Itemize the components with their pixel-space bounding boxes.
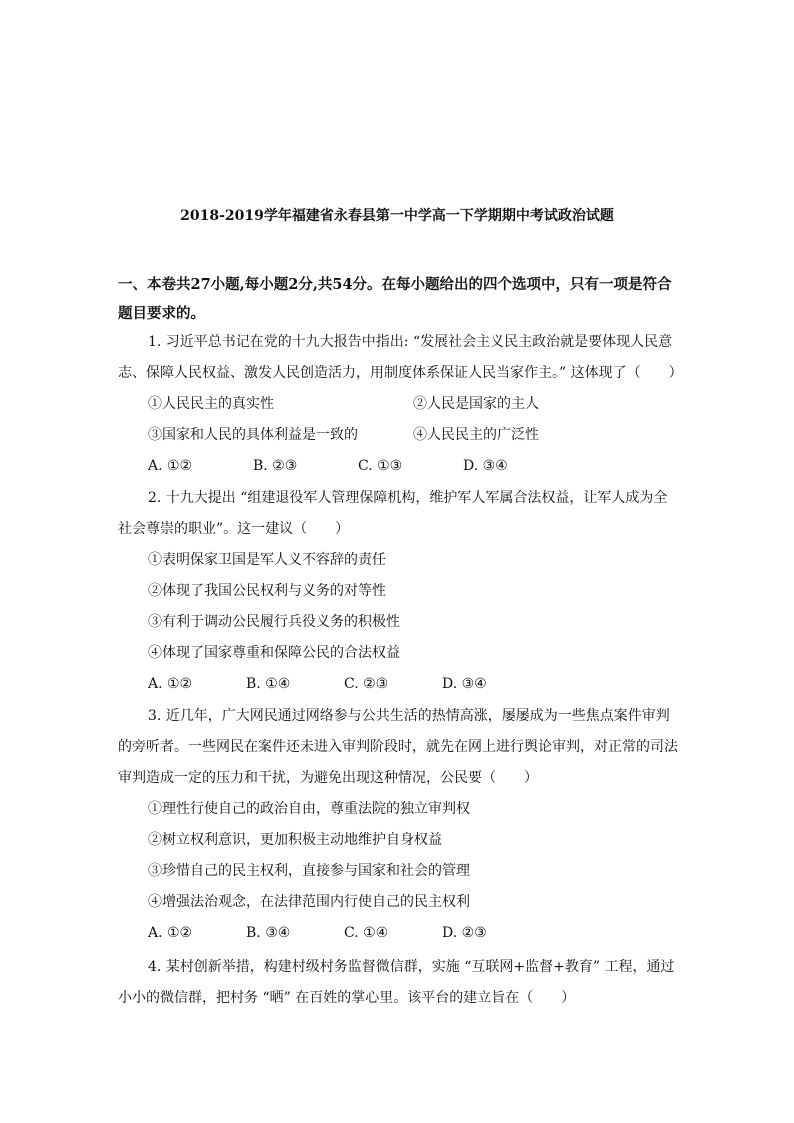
option: ②人民是国家的主人: [413, 396, 539, 412]
option: ③有利于调动公民履行兵役义务的积极性: [148, 614, 400, 630]
option: ④体现了国家尊重和保障公民的合法权益: [148, 645, 400, 661]
option: ④人民民主的广泛性: [413, 427, 539, 443]
option: ①理性行使自己的政治自由，尊重法院的独立审判权: [148, 801, 470, 817]
option: ③珍惜自己的民主权利，直接参与国家和社会的管理: [148, 863, 470, 879]
answer-choice: A. ①②: [148, 925, 193, 941]
page-title: 2018-2019学年福建省永春县第一中学高一下学期期中考试政治试题: [180, 208, 614, 224]
answer-choice: C. ②③: [344, 676, 389, 692]
answer-choices: [118, 451, 678, 482]
option: ②体现了我国公民权利与义务的对等性: [148, 583, 386, 599]
answer-choices: [118, 918, 678, 949]
answer-choice: D. ③④: [442, 676, 487, 692]
option-row: [118, 420, 678, 451]
answer-choice: C. ①③: [358, 458, 403, 474]
answer-choice: A. ①②: [148, 458, 193, 474]
question-stem: 4. 某村创新举措，构建村级村务监督微信群，实施 “互联网+监督+教育” 工程，通过小小的微信群，把村务 “晒” 在百姓的掌心里。该平台的建立旨在（ ）: [118, 959, 675, 1006]
answer-choices: [118, 669, 678, 700]
option: ③国家和人民的具体利益是一致的: [148, 427, 358, 443]
answer-choice: D. ②③: [442, 925, 487, 941]
question-2: [118, 483, 678, 700]
answer-choice: B. ③④: [246, 925, 291, 941]
option-row: [118, 389, 678, 420]
option: ①表明保家卫国是军人义不容辞的责任: [148, 552, 386, 568]
option: ④增强法治观念，在法律范围内行使自己的民主权利: [148, 894, 470, 910]
answer-choice: B. ②③: [253, 458, 298, 474]
question-1: [118, 327, 683, 482]
option: ②树立权利意识，更加积极主动地维护自身权益: [148, 832, 442, 848]
answer-choice: A. ①②: [148, 676, 193, 692]
answer-choice: D. ③④: [463, 458, 508, 474]
section-heading: 一、本卷共27小题,每小题2分,共54分。在每小题给出的四个选项中，只有一项是符合题目要求的。: [118, 276, 672, 322]
question-stem: 2. 十九大提出 “组建退役军人管理保障机构，维护军人军属合法权益，让军人成为全社会尊崇的职业”。这一建议（ ）: [118, 490, 668, 537]
question-stem: 3. 近几年，广大网民通过网络参与公共生活的热情高涨，屡屡成为一些焦点案件审判的旁听者。一些网民在案件还未进入审判阶段时，就先在网上进行舆论审判，对正常的司法审判造成一定的压力和干扰，为避免出现这种情况，公民要（ ）: [118, 708, 678, 786]
answer-choice: C. ①④: [344, 925, 389, 941]
question-stem: 1. 习近平总书记在党的十九大报告中指出: “发展社会主义民主政治就是要体现人民意志、保障人民权益、激发人民创造活力，用制度体系保证人民当家作主。” 这体现了（ ）: [118, 334, 683, 381]
answer-choice: B. ①④: [246, 676, 291, 692]
option: ①人民民主的真实性: [148, 396, 274, 412]
question-3: [118, 701, 678, 949]
question-4: [118, 952, 678, 1014]
